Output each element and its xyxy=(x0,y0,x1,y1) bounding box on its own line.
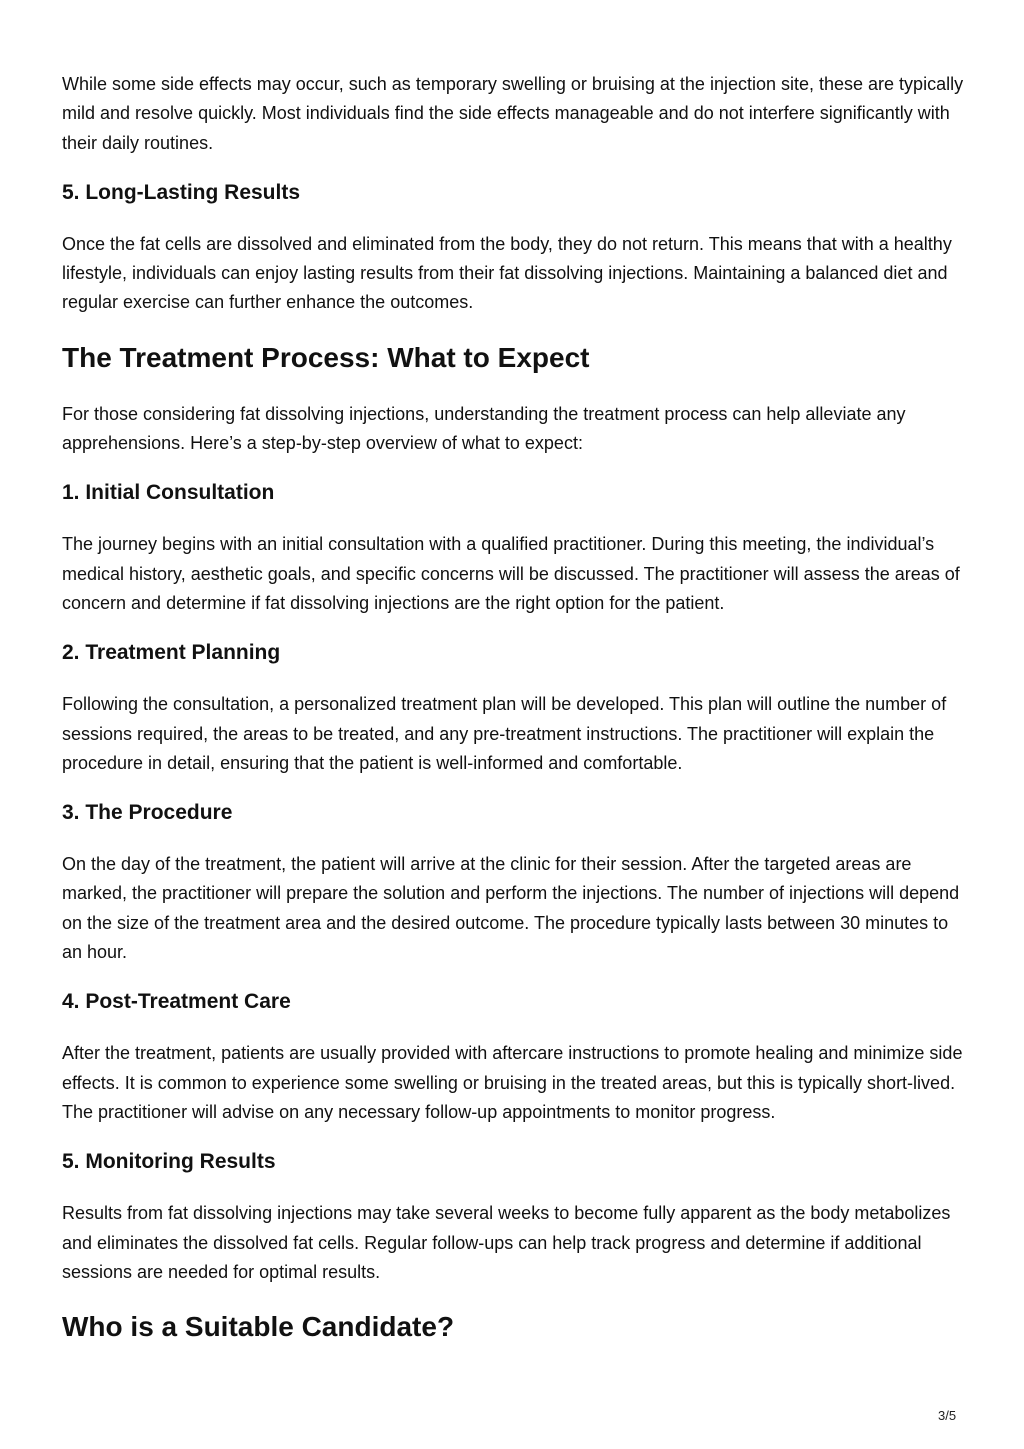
step-text-initial-consultation: The journey begins with an initial consultation with a qualified practitioner. During this meeting, the individual’s medical history, aesthetic goals, and specific concerns will be discussed. The practitioner will assess the areas of concern and determine if fat dissolving injections are the right option for the patient. xyxy=(62,534,960,613)
step-text-treatment-planning: Following the consultation, a personalized treatment plan will be developed. This plan will outline the number of sessions required, the areas to be treated, and any pre-treatment instructions. The practitioner will explain the procedure in detail, ensuring that the patient is well-informed and comfortable. xyxy=(62,694,947,773)
step-heading-initial-consultation: 1. Initial Consultation xyxy=(62,481,275,505)
step-text-monitoring-results: Results from fat dissolving injections may take several weeks to become fully apparent as the body metabolizes and eliminates the dissolved fat cells. Regular follow-ups can help track progress and determine if additional sessions are needed for optimal results. xyxy=(62,1203,951,1282)
step-heading-treatment-planning: 2. Treatment Planning xyxy=(62,641,281,665)
step-text-post-treatment-care: After the treatment, patients are usually provided with aftercare instructions to promote healing and minimize side effects. It is common to experience some swelling or bruising in the treated areas, but this is typically short-lived. The practitioner will advise on any necessary follow-up appointments to monitor progress. xyxy=(62,1043,963,1122)
step-heading-monitoring-results: 5. Monitoring Results xyxy=(62,1150,276,1174)
intro-paragraph: While some side effects may occur, such as temporary swelling or bruising at the injection site, these are typically mild and resolve quickly. Most individuals find the side effects manageable and do not interfere significantly with their daily routines. xyxy=(62,74,964,153)
step-heading-the-procedure: 3. The Procedure xyxy=(62,801,233,825)
treatment-process-intro: For those considering fat dissolving injections, understanding the treatment process can help alleviate any apprehensions. Here’s a step-by-step overview of what to expect: xyxy=(62,403,906,454)
long-lasting-heading: 5. Long-Lasting Results xyxy=(62,180,301,204)
step-text-the-procedure: On the day of the treatment, the patient will arrive at the clinic for their session. After the targeted areas are marked, the practitioner will prepare the solution and perform the injections. The number of injections will depend on the size of the treatment area and the desired outcome. The procedure typically lasts between 30 minutes to an hour. xyxy=(62,854,960,963)
long-lasting-text: Once the fat cells are dissolved and eliminated from the body, they do not return. This means that with a healthy lifestyle, individuals can enjoy lasting results from their fat dissolving injections. Maintaining a balanced diet and regular exercise can further enhance the outcomes. xyxy=(62,233,952,313)
step-heading-post-treatment-care: 4. Post-Treatment Care xyxy=(62,990,291,1014)
treatment-process-heading: The Treatment Process: What to Expect xyxy=(62,341,590,373)
document-page xyxy=(62,70,966,1369)
page-number: 3/5 xyxy=(938,1408,957,1423)
candidate-heading: Who is a Suitable Candidate? xyxy=(62,1311,455,1343)
